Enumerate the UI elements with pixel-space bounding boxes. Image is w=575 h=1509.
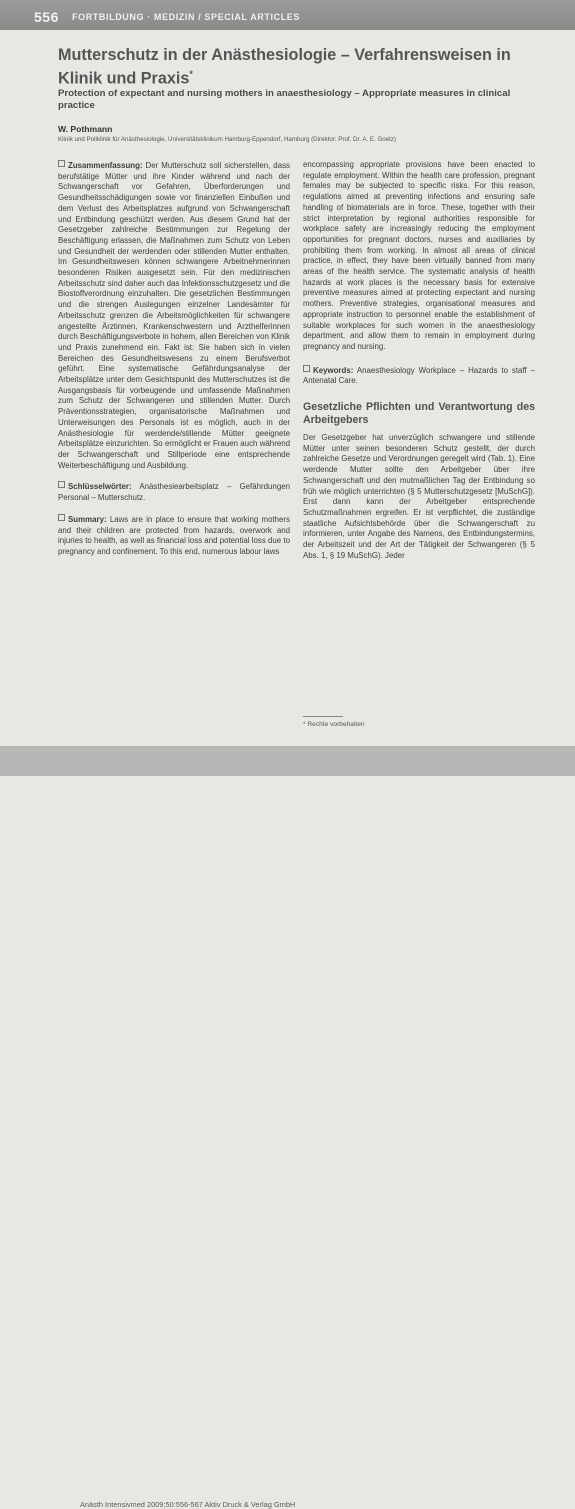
summary-continued: encompassing appropriate provisions have been enacted to regulate employment. Within the health care profession, pregnant females may be subjected to specific risks. For this reason, regulations aimed at preventing infections and ensuring safe handling of biomaterials are in force. These, together with their strict interpretation by regional authorities responsible for workplace safety are increasingly reducing the employment opportunities for pregnant doctors, nurses and auxiliaries by prohibiting them from working. In almost all areas of clinical practice, in effect, they have been virtually banned from many areas of the health service. The systematic analysis of health hazards at work places is the necessary basis for extensive preventive measures aimed at protecting expectant and nursing mothers. Preventive strategies, organisational measures and appropriate instruction to personnel enable the establishment of suitable workplaces for such women in the anaesthesiology department, and allow them to remain in employment during pregnancy and nursing. [303,160,535,351]
schluesselwoerter [58,481,290,503]
page-number: 556 [34,9,59,25]
section-label: FORTBILDUNG · MEDIZIN / SPECIAL ARTICLES [72,12,300,22]
keywords [303,365,535,387]
footer-band [0,746,575,1509]
section-text: Der Gesetzgeber hat unverzüglich schwangere und stillende Mütter unter seinen besonderen Schutz gestellt, der durch zahlreiche Gesetze und Verordnungen geregelt wird (Tab. 1). Eine werdende Mutter sollte den Arbeitgeber über ihre Schwangerschaft und den mutmaßlichen Tag der Entbindung so früh wie möglich unterrichten (§ 5 Mutterschutzgesetz [MuSchG]). Erst dann kann der Arbeitgeber entsprechende Schutzmaßnahmen ergreifen. Er ist verpflichtet, die zuständige staatliche Aufsichtsbehörde über die Schwangerschaft zu informieren, unter Angabe des Namens, des Entbindungstermins, der Arbeitszeit und der Art der Tätigkeit der Schwangeren (§ 5 Abs. 1, § 19 MuSchG). Jeder [303,433,535,560]
square-bullet-icon [58,514,65,521]
section-heading: Gesetzliche Pflichten und Verantwortung des Arbeitgebers [303,401,535,427]
keywords-text: Anaesthesiology Workplace – Hazards to staff – Antenatal Care. [303,365,535,386]
zusammenfassung-text: Der Mutterschutz soll sicherstellen, dass berufstätige Mütter und ihre Kinder während und nach der Schwangerschaft vor Gefahren, Überforderungen und Gesundheitsschädigungen sowie vor finanziellen Einbußen und dem Verlust des Arbeitsplatzes aufgrund von Schwangerschaft und Entbindung geschützt werden. Aus diesem Grund hat der Gesetzgeber zahlreiche Bestimmungen zur Regelung der Beschäftigung erlassen, die Maßnahmen zum Schutz von Leben und Gesundheit der werdenden oder stillenden Mutter enthalten. Im Gesundheitswesen können schwangere Arbeitnehmerinnen besonderen Risiken ausgesetzt sein. Für den medizinischen Arbeitsschutz sind daher auch das Infektionsschutzgesetz und die Biostoffverordnung einzuhalten. Die gesetzlichen Bestimmungen und die strengen Auslegungen einzelner Landesämter für Arbeitsschutz grenzen die Arbeitsmöglichkeiten für schwangere angestellte Ärztinnen, Krankenschwestern und Arzthelferinnen durch Beschäftigungsverbote in hohem, allen Bereichen von Klinik und Praxis zunehmend ein. Fakt ist: Sie haben sich in vielen Bereichen des Gesundheitswesens zu einem Berufsverbot geführt. Eine systematische Gefährdungsanalyse der Arbeitsplätze unter dem Gesichtspunkt des Mutterschutzes ist die Ausgangsbasis für vorbeugende und umfassende Maßnahmen zum Schutz der Schwangeren und stillenden Mutter. Durch Präventionsstrategien, organisatorische Maßnahmen und Unterweisungen des Personals ist es möglich, auch in der Anästhesiologie für werdende/stillende Mütter geeignete Arbeitsplätze einzurichten. So ermöglicht er Frauen auch während der Schwangerschaft und Stillperiode eine entsprechende Weiterbeschäftigung und Ausbildung. [58,161,290,470]
article-title-text: Mutterschutz in der Anästhesiologie – Verfahrensweisen in Klinik und Praxis [58,46,511,88]
schluesselwoerter-text: Anästhesiearbeitsplatz – Gefährdungen Personal – Mutterschutz. [58,482,290,503]
header-band [0,0,575,30]
author: W. Pothmann [58,124,113,134]
right-column [303,160,535,562]
journal-citation: Anästh Intensivmed 2009;50:556-567 Aktiv Druck & Verlag GmbH [80,1500,296,1509]
article-title [58,46,538,88]
title-footnote-mark: * [189,69,193,79]
zusammenfassung [58,160,290,471]
summary-label: Summary: [68,514,107,524]
square-bullet-icon [303,365,310,372]
square-bullet-icon [58,481,65,488]
square-bullet-icon [58,160,65,167]
schluesselwoerter-label: Schlüsselwörter: [68,482,132,492]
zusammenfassung-label: Zusammenfassung: [68,161,143,170]
left-column [58,160,290,558]
affiliation: Klinik und Poliklinik für Anästhesiologie, Universitätsklinikum Hamburg-Eppendorf, Hamburg (Direktor: Prof. Dr. A. E. Goetz) [58,136,397,143]
keywords-label: Keywords: [313,365,354,375]
article-subtitle: Protection of expectant and nursing mothers in anaesthesiology – Appropriate measures in clinical practice [58,88,511,111]
footnote-rule [303,716,343,717]
summary [58,514,290,558]
footnote: * Rechte vorbehalten [303,721,365,728]
summary-text: Laws are in place to ensure that working mothers and their children are protected from hazards, overwork and injuries to health, as well as financial loss and potential loss due to pregnancy and confinement. To this end, numerous labour laws [58,514,290,556]
